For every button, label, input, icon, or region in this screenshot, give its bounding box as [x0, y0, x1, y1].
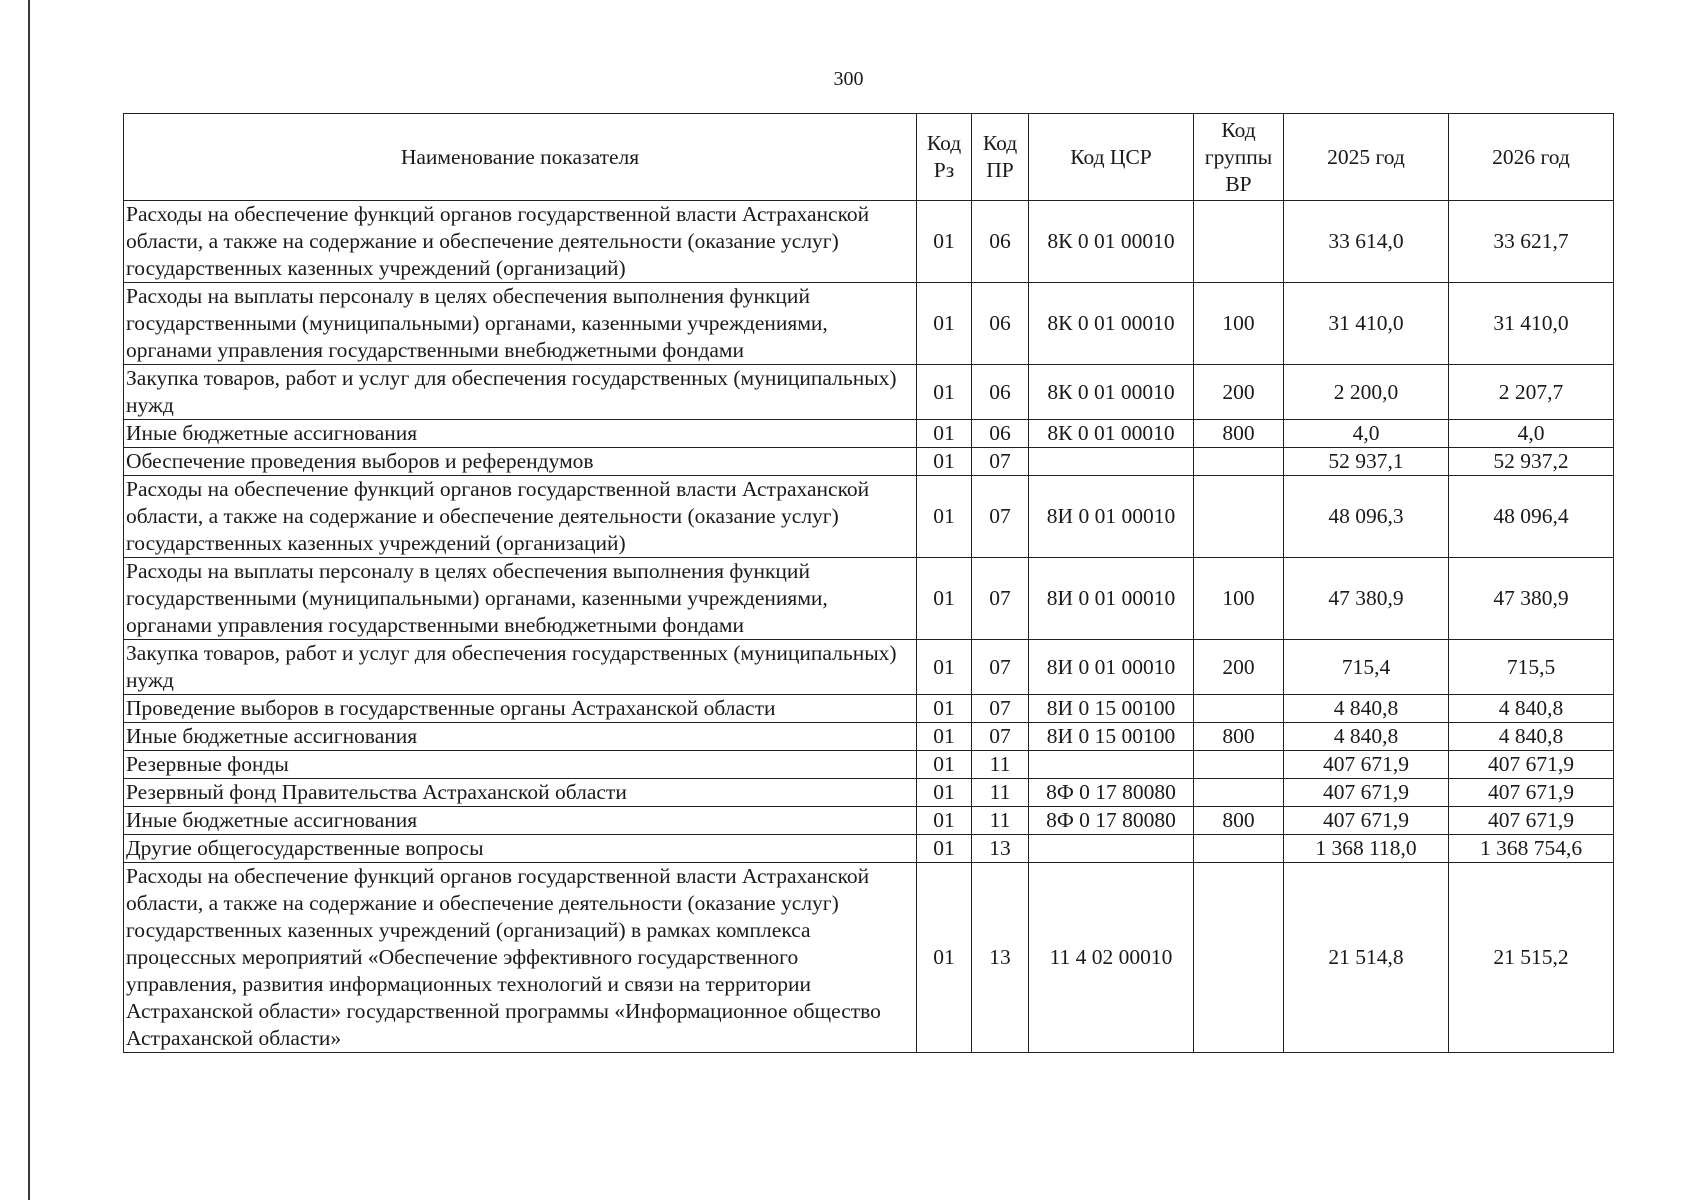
- table-row: [124, 640, 1614, 695]
- row-2026: 715,5: [1449, 640, 1614, 695]
- table-row: [124, 863, 1614, 1053]
- binding-line: [28, 0, 30, 1200]
- header-name: Наименование показателя: [124, 114, 917, 201]
- row-name: Резервные фонды: [124, 751, 917, 779]
- row-pr: 06: [972, 283, 1029, 365]
- row-csr: 8И 0 15 00100: [1029, 695, 1194, 723]
- table-row: [124, 558, 1614, 640]
- row-2025: 52 937,1: [1284, 448, 1449, 476]
- row-pr: 11: [972, 779, 1029, 807]
- row-2025: 2 200,0: [1284, 365, 1449, 420]
- row-vr: 100: [1194, 283, 1284, 365]
- row-2025: 407 671,9: [1284, 807, 1449, 835]
- row-name: Иные бюджетные ассигнования: [124, 420, 917, 448]
- row-pr: 13: [972, 835, 1029, 863]
- row-vr: 800: [1194, 420, 1284, 448]
- row-csr: [1029, 751, 1194, 779]
- row-rz: 01: [917, 863, 972, 1053]
- row-csr: 8Ф 0 17 80080: [1029, 779, 1194, 807]
- row-2025: 21 514,8: [1284, 863, 1449, 1053]
- row-name: Иные бюджетные ассигнования: [124, 807, 917, 835]
- row-pr: 07: [972, 558, 1029, 640]
- row-name: Закупка товаров, работ и услуг для обеспечения государственных (муниципальных) нужд: [124, 640, 917, 695]
- row-rz: 01: [917, 476, 972, 558]
- table-header-row: [124, 114, 1614, 201]
- row-2026: 33 621,7: [1449, 201, 1614, 283]
- row-name: Закупка товаров, работ и услуг для обеспечения государственных (муниципальных) нужд: [124, 365, 917, 420]
- row-2026: 4,0: [1449, 420, 1614, 448]
- table-row: [124, 201, 1614, 283]
- row-rz: 01: [917, 640, 972, 695]
- row-name: Резервный фонд Правительства Астраханской области: [124, 779, 917, 807]
- row-pr: 07: [972, 723, 1029, 751]
- row-csr: [1029, 448, 1194, 476]
- row-pr: 11: [972, 751, 1029, 779]
- row-rz: 01: [917, 695, 972, 723]
- row-2025: 1 368 118,0: [1284, 835, 1449, 863]
- row-rz: 01: [917, 835, 972, 863]
- row-2025: 4 840,8: [1284, 723, 1449, 751]
- table-row: [124, 283, 1614, 365]
- row-csr: 8И 0 01 00010: [1029, 558, 1194, 640]
- row-2026: 31 410,0: [1449, 283, 1614, 365]
- table-row: [124, 835, 1614, 863]
- row-pr: 06: [972, 420, 1029, 448]
- row-vr: [1194, 863, 1284, 1053]
- table-row: [124, 807, 1614, 835]
- table-row: [124, 779, 1614, 807]
- row-pr: 07: [972, 476, 1029, 558]
- row-2026: 407 671,9: [1449, 751, 1614, 779]
- row-name: Расходы на выплаты персоналу в целях обеспечения выполнения функций государственными (муниципальными) органами, казенными учреждениями, органами управления государственными внебюджетными фондами: [124, 283, 917, 365]
- row-vr: [1194, 751, 1284, 779]
- table-row: [124, 420, 1614, 448]
- header-2026: 2026 год: [1449, 114, 1614, 201]
- row-vr: 800: [1194, 807, 1284, 835]
- row-2026: 1 368 754,6: [1449, 835, 1614, 863]
- table-row: [124, 365, 1614, 420]
- row-pr: 07: [972, 448, 1029, 476]
- row-pr: 06: [972, 201, 1029, 283]
- row-csr: 8И 0 01 00010: [1029, 476, 1194, 558]
- table-row: [124, 448, 1614, 476]
- row-csr: 8К 0 01 00010: [1029, 365, 1194, 420]
- row-2026: 52 937,2: [1449, 448, 1614, 476]
- row-rz: 01: [917, 779, 972, 807]
- row-2025: 715,4: [1284, 640, 1449, 695]
- row-rz: 01: [917, 420, 972, 448]
- row-2026: 407 671,9: [1449, 779, 1614, 807]
- row-vr: 200: [1194, 365, 1284, 420]
- row-vr: [1194, 779, 1284, 807]
- row-2025: 4,0: [1284, 420, 1449, 448]
- table-row: [124, 476, 1614, 558]
- header-csr: Код ЦСР: [1029, 114, 1194, 201]
- row-rz: 01: [917, 807, 972, 835]
- row-2026: 407 671,9: [1449, 807, 1614, 835]
- row-2026: 4 840,8: [1449, 723, 1614, 751]
- row-rz: 01: [917, 723, 972, 751]
- row-2026: 2 207,7: [1449, 365, 1614, 420]
- row-name: Иные бюджетные ассигнования: [124, 723, 917, 751]
- header-pr: Код ПР: [972, 114, 1029, 201]
- row-name: Обеспечение проведения выборов и референдумов: [124, 448, 917, 476]
- row-vr: 200: [1194, 640, 1284, 695]
- row-rz: 01: [917, 365, 972, 420]
- row-vr: 100: [1194, 558, 1284, 640]
- row-csr: 8Ф 0 17 80080: [1029, 807, 1194, 835]
- row-vr: [1194, 476, 1284, 558]
- row-pr: 07: [972, 695, 1029, 723]
- row-csr: 8И 0 01 00010: [1029, 640, 1194, 695]
- row-2026: 48 096,4: [1449, 476, 1614, 558]
- row-2026: 47 380,9: [1449, 558, 1614, 640]
- row-csr: [1029, 835, 1194, 863]
- row-rz: 01: [917, 448, 972, 476]
- row-vr: [1194, 201, 1284, 283]
- row-name: Расходы на обеспечение функций органов государственной власти Астраханской области, а также на содержание и обеспечение деятельности (оказание услуг) государственных казенных учреждений (организаций): [124, 476, 917, 558]
- row-csr: 11 4 02 00010: [1029, 863, 1194, 1053]
- row-rz: 01: [917, 751, 972, 779]
- header-rz: Код Рз: [917, 114, 972, 201]
- table-row: [124, 723, 1614, 751]
- row-rz: 01: [917, 558, 972, 640]
- header-2025: 2025 год: [1284, 114, 1449, 201]
- row-2025: 48 096,3: [1284, 476, 1449, 558]
- row-2026: 21 515,2: [1449, 863, 1614, 1053]
- row-2025: 407 671,9: [1284, 779, 1449, 807]
- row-rz: 01: [917, 283, 972, 365]
- row-csr: 8К 0 01 00010: [1029, 283, 1194, 365]
- row-2025: 47 380,9: [1284, 558, 1449, 640]
- row-vr: [1194, 835, 1284, 863]
- row-2025: 33 614,0: [1284, 201, 1449, 283]
- row-2025: 4 840,8: [1284, 695, 1449, 723]
- row-csr: 8К 0 01 00010: [1029, 201, 1194, 283]
- row-name: Другие общегосударственные вопросы: [124, 835, 917, 863]
- row-2025: 407 671,9: [1284, 751, 1449, 779]
- table-row: [124, 751, 1614, 779]
- row-name: Расходы на выплаты персоналу в целях обеспечения выполнения функций государственными (муниципальными) органами, казенными учреждениями, органами управления государственными внебюджетными фондами: [124, 558, 917, 640]
- row-vr: 800: [1194, 723, 1284, 751]
- row-csr: 8И 0 15 00100: [1029, 723, 1194, 751]
- row-name: Расходы на обеспечение функций органов государственной власти Астраханской области, а также на содержание и обеспечение деятельности (оказание услуг) государственных казенных учреждений (организаций) в рамках комплекса процессных мероприятий «Обеспечение эффективного государственного управления, развития информационных технологий и связи на территории Астраханской области» государственной программы «Информационное общество Астраханской области»: [124, 863, 917, 1053]
- header-vr: Код группы ВР: [1194, 114, 1284, 201]
- row-vr: [1194, 448, 1284, 476]
- row-pr: 13: [972, 863, 1029, 1053]
- row-pr: 07: [972, 640, 1029, 695]
- row-name: Расходы на обеспечение функций органов государственной власти Астраханской области, а также на содержание и обеспечение деятельности (оказание услуг) государственных казенных учреждений (организаций): [124, 201, 917, 283]
- table-row: [124, 695, 1614, 723]
- row-rz: 01: [917, 201, 972, 283]
- row-name: Проведение выборов в государственные органы Астраханской области: [124, 695, 917, 723]
- row-pr: 11: [972, 807, 1029, 835]
- row-2025: 31 410,0: [1284, 283, 1449, 365]
- row-csr: 8К 0 01 00010: [1029, 420, 1194, 448]
- row-vr: [1194, 695, 1284, 723]
- row-pr: 06: [972, 365, 1029, 420]
- row-2026: 4 840,8: [1449, 695, 1614, 723]
- page-number: 300: [833, 68, 864, 90]
- budget-table: [123, 113, 1614, 1053]
